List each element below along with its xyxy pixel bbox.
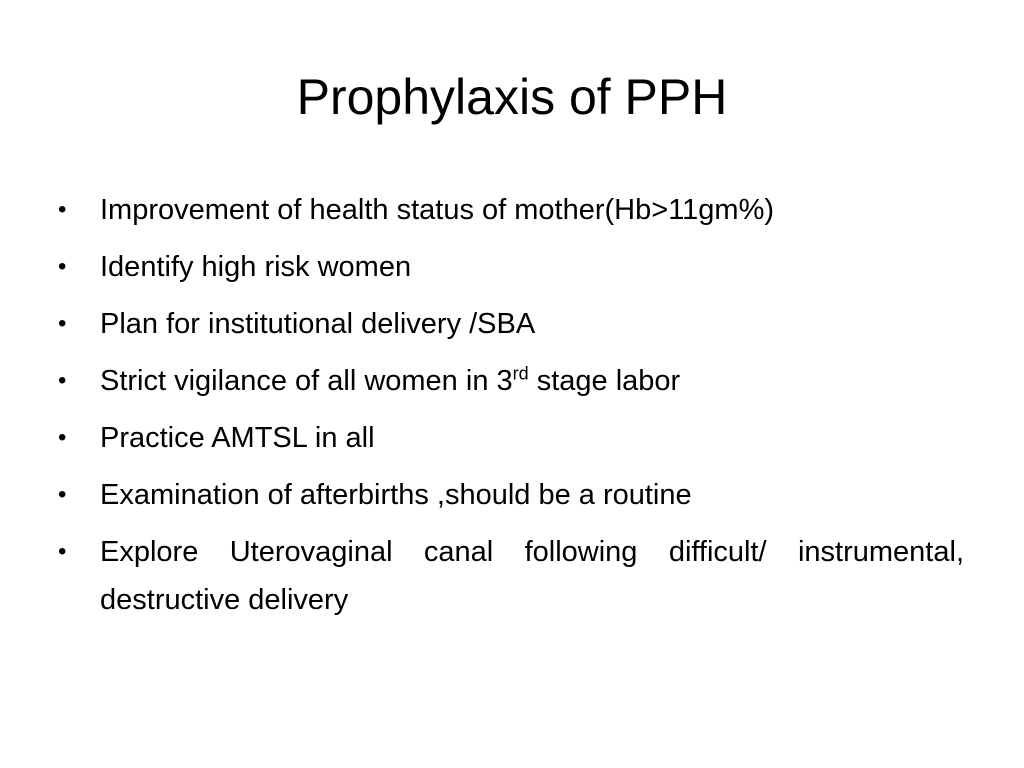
bullet-item xyxy=(58,357,964,405)
bullet-text: Improvement of health status of mother(Hb>11gm%) xyxy=(100,194,775,226)
bullet-icon: • xyxy=(58,253,67,280)
bullet-item xyxy=(58,471,964,519)
bullet-icon: • xyxy=(58,310,67,337)
bullet-text: Examination of afterbirths ,should be a routine xyxy=(100,479,692,511)
bullet-icon: • xyxy=(58,481,67,508)
bullet-icon: • xyxy=(58,538,67,565)
bullet-text-after: stage labor xyxy=(528,365,681,397)
bullet-text: Plan for institutional delivery /SBA xyxy=(100,308,536,340)
bullet-item xyxy=(58,414,964,462)
bullet-list xyxy=(58,186,964,624)
bullet-text: Identify high risk women xyxy=(100,251,412,283)
bullet-icon: • xyxy=(58,196,67,223)
bullet-item xyxy=(58,186,964,234)
bullet-item xyxy=(58,300,964,348)
bullet-item xyxy=(58,528,964,624)
bullet-text xyxy=(100,357,964,405)
bullet-icon: • xyxy=(58,424,67,451)
slide-title: Prophylaxis of PPH xyxy=(296,69,728,125)
bullet-item xyxy=(58,243,964,291)
bullet-text: Practice AMTSL in all xyxy=(100,422,375,454)
bullet-icon: • xyxy=(58,367,67,394)
bullet-text-before: Strict vigilance of all women in 3 xyxy=(100,365,513,397)
bullet-text: Explore Uterovaginal canal following difficult/ instrumental, destructive delivery xyxy=(100,536,964,616)
ordinal-superscript: rd xyxy=(512,363,529,384)
